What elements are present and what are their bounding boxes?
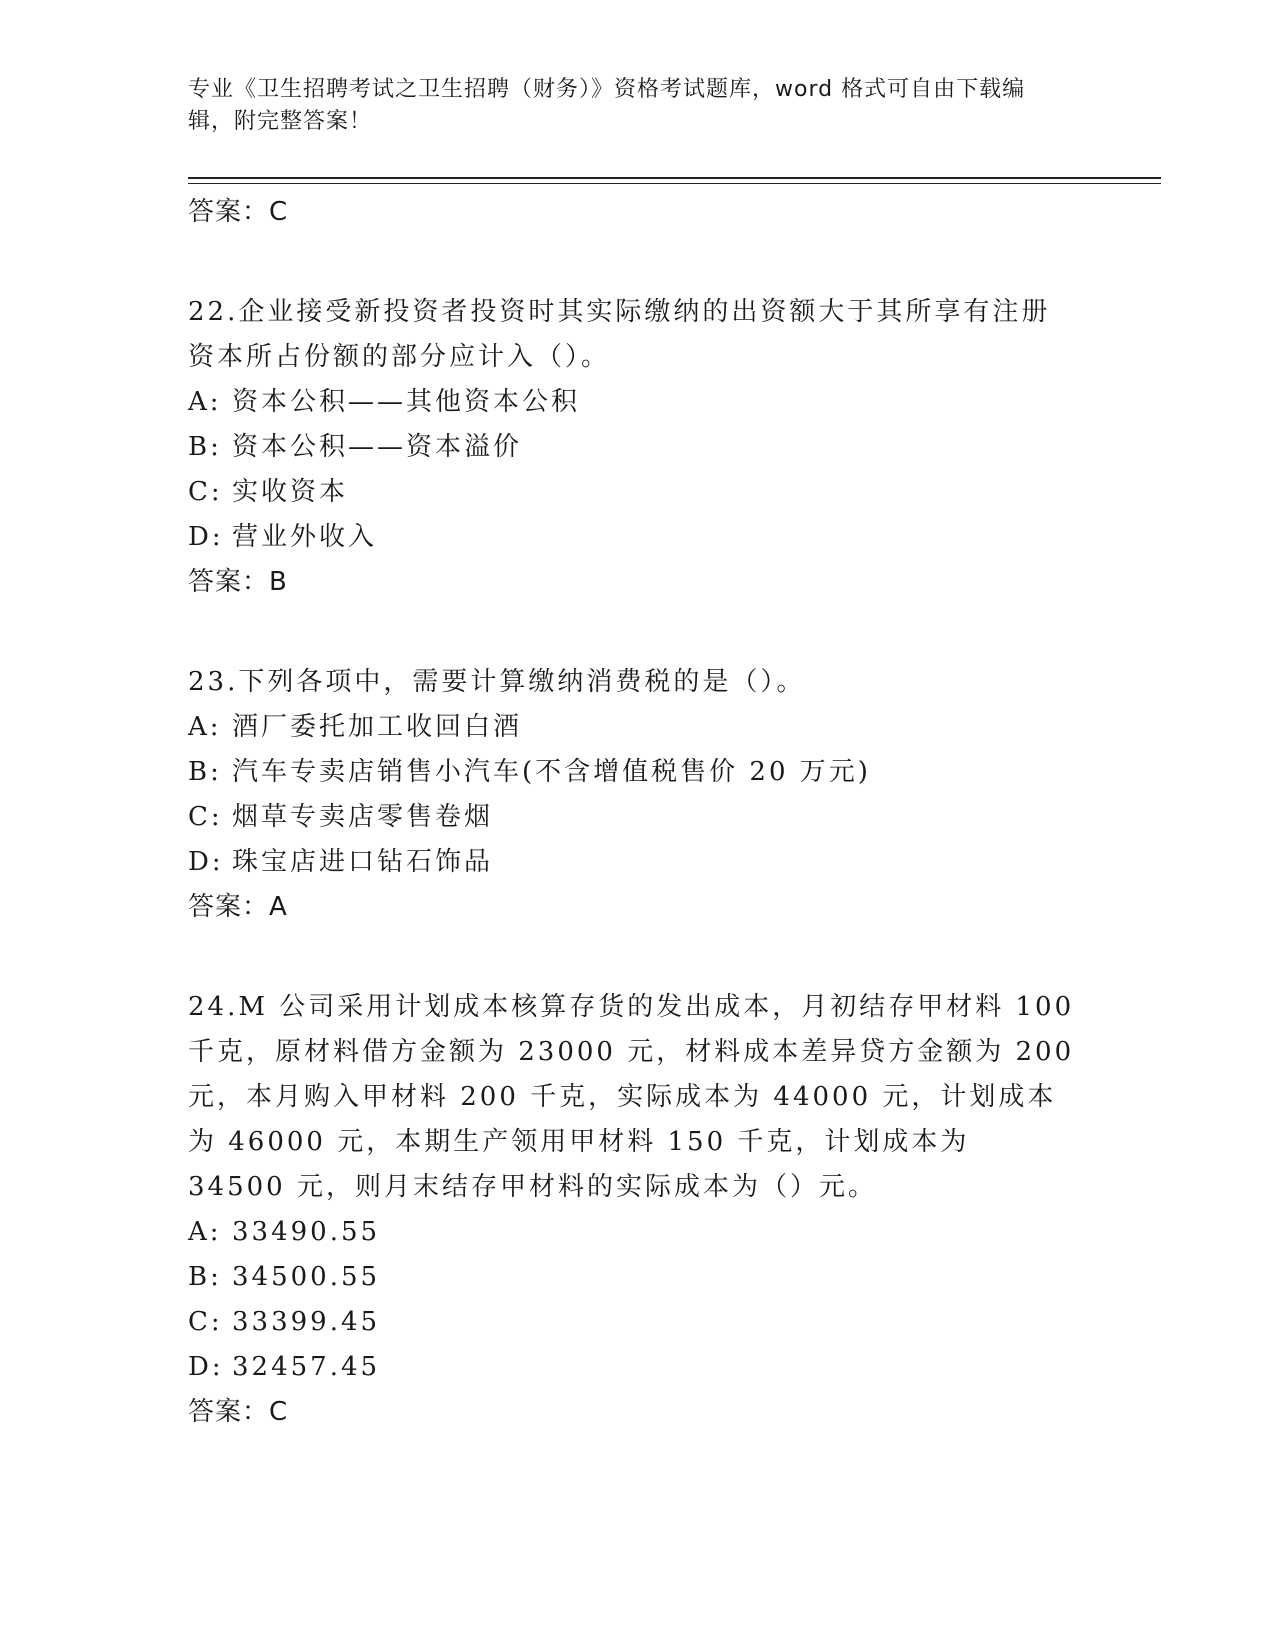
option-d <box>188 840 1078 885</box>
option-text: 营业外收入 <box>232 522 378 552</box>
option-text: 汽车专卖店销售小汽车(不含增值税售价 20 万元) <box>232 757 871 787</box>
option-text: 酒厂委托加工收回白酒 <box>232 712 523 742</box>
option-letter: B: <box>188 757 222 787</box>
answer-line: 答案：A <box>188 892 288 922</box>
option-b <box>188 1255 1078 1300</box>
document-header: 专业《卫生招聘考试之卫生招聘（财务）》资格考试题库，word 格式可自由下载编辑，附完整答案！ <box>188 77 1026 134</box>
option-text: 烟草专卖店零售卷烟 <box>232 802 494 832</box>
option-text: 资本公积——其他资本公积 <box>232 387 581 417</box>
option-text: 33399.45 <box>232 1307 381 1337</box>
header-divider-thin <box>188 183 1161 184</box>
option-letter: A: <box>188 387 222 417</box>
option-c <box>188 470 1078 515</box>
option-a <box>188 1210 1078 1255</box>
option-letter: D: <box>188 1352 224 1382</box>
option-letter: B: <box>188 1262 222 1292</box>
option-d <box>188 1345 1078 1390</box>
option-letter: C: <box>188 477 223 507</box>
option-b <box>188 750 1078 795</box>
option-a <box>188 380 1078 425</box>
header-divider-thick <box>188 177 1161 179</box>
answer-line: 答案：B <box>188 567 288 597</box>
question-stem: 22.企业接受新投资者投资时其实际缴纳的出资额大于其所享有注册资本所占份额的部分应计入（）。 <box>188 297 1051 372</box>
question-list <box>188 190 1078 1434</box>
option-c <box>188 1300 1078 1345</box>
option-letter: A: <box>188 712 222 742</box>
answer-line: 答案：C <box>188 1397 289 1427</box>
option-letter: D: <box>188 847 224 877</box>
option-letter: C: <box>188 1307 223 1337</box>
option-text: 33490.55 <box>232 1217 381 1247</box>
option-a <box>188 705 1078 750</box>
option-letter: A: <box>188 1217 222 1247</box>
question-stem: 24.M 公司采用计划成本核算存货的发出成本，月初结存甲材料 100 千克，原材料借方金额为 23000 元，材料成本差异贷方金额为 200 元，本月购入甲材料 200 千克，实际成本为 44000 元，计划成本为 46000 元，本期生产领用甲材料 150 千克，计划成本为 34500 元，则月末结存甲材料的实际成本为（）元。 <box>188 992 1075 1202</box>
option-text: 34500.55 <box>232 1262 381 1292</box>
previous-answer: 答案：C <box>188 197 289 227</box>
option-text: 资本公积——资本溢价 <box>232 432 523 462</box>
option-text: 32457.45 <box>232 1352 381 1382</box>
option-b <box>188 425 1078 470</box>
question-22 <box>188 290 1078 604</box>
option-text: 实收资本 <box>232 477 349 507</box>
option-text: 珠宝店进口钻石饰品 <box>232 847 494 877</box>
question-24 <box>188 985 1078 1434</box>
option-letter: B: <box>188 432 222 462</box>
question-stem: 23.下列各项中，需要计算缴纳消费税的是（）。 <box>188 667 806 697</box>
question-23 <box>188 660 1078 929</box>
option-letter: D: <box>188 522 224 552</box>
option-c <box>188 795 1078 840</box>
option-letter: C: <box>188 802 223 832</box>
option-d <box>188 515 1078 560</box>
